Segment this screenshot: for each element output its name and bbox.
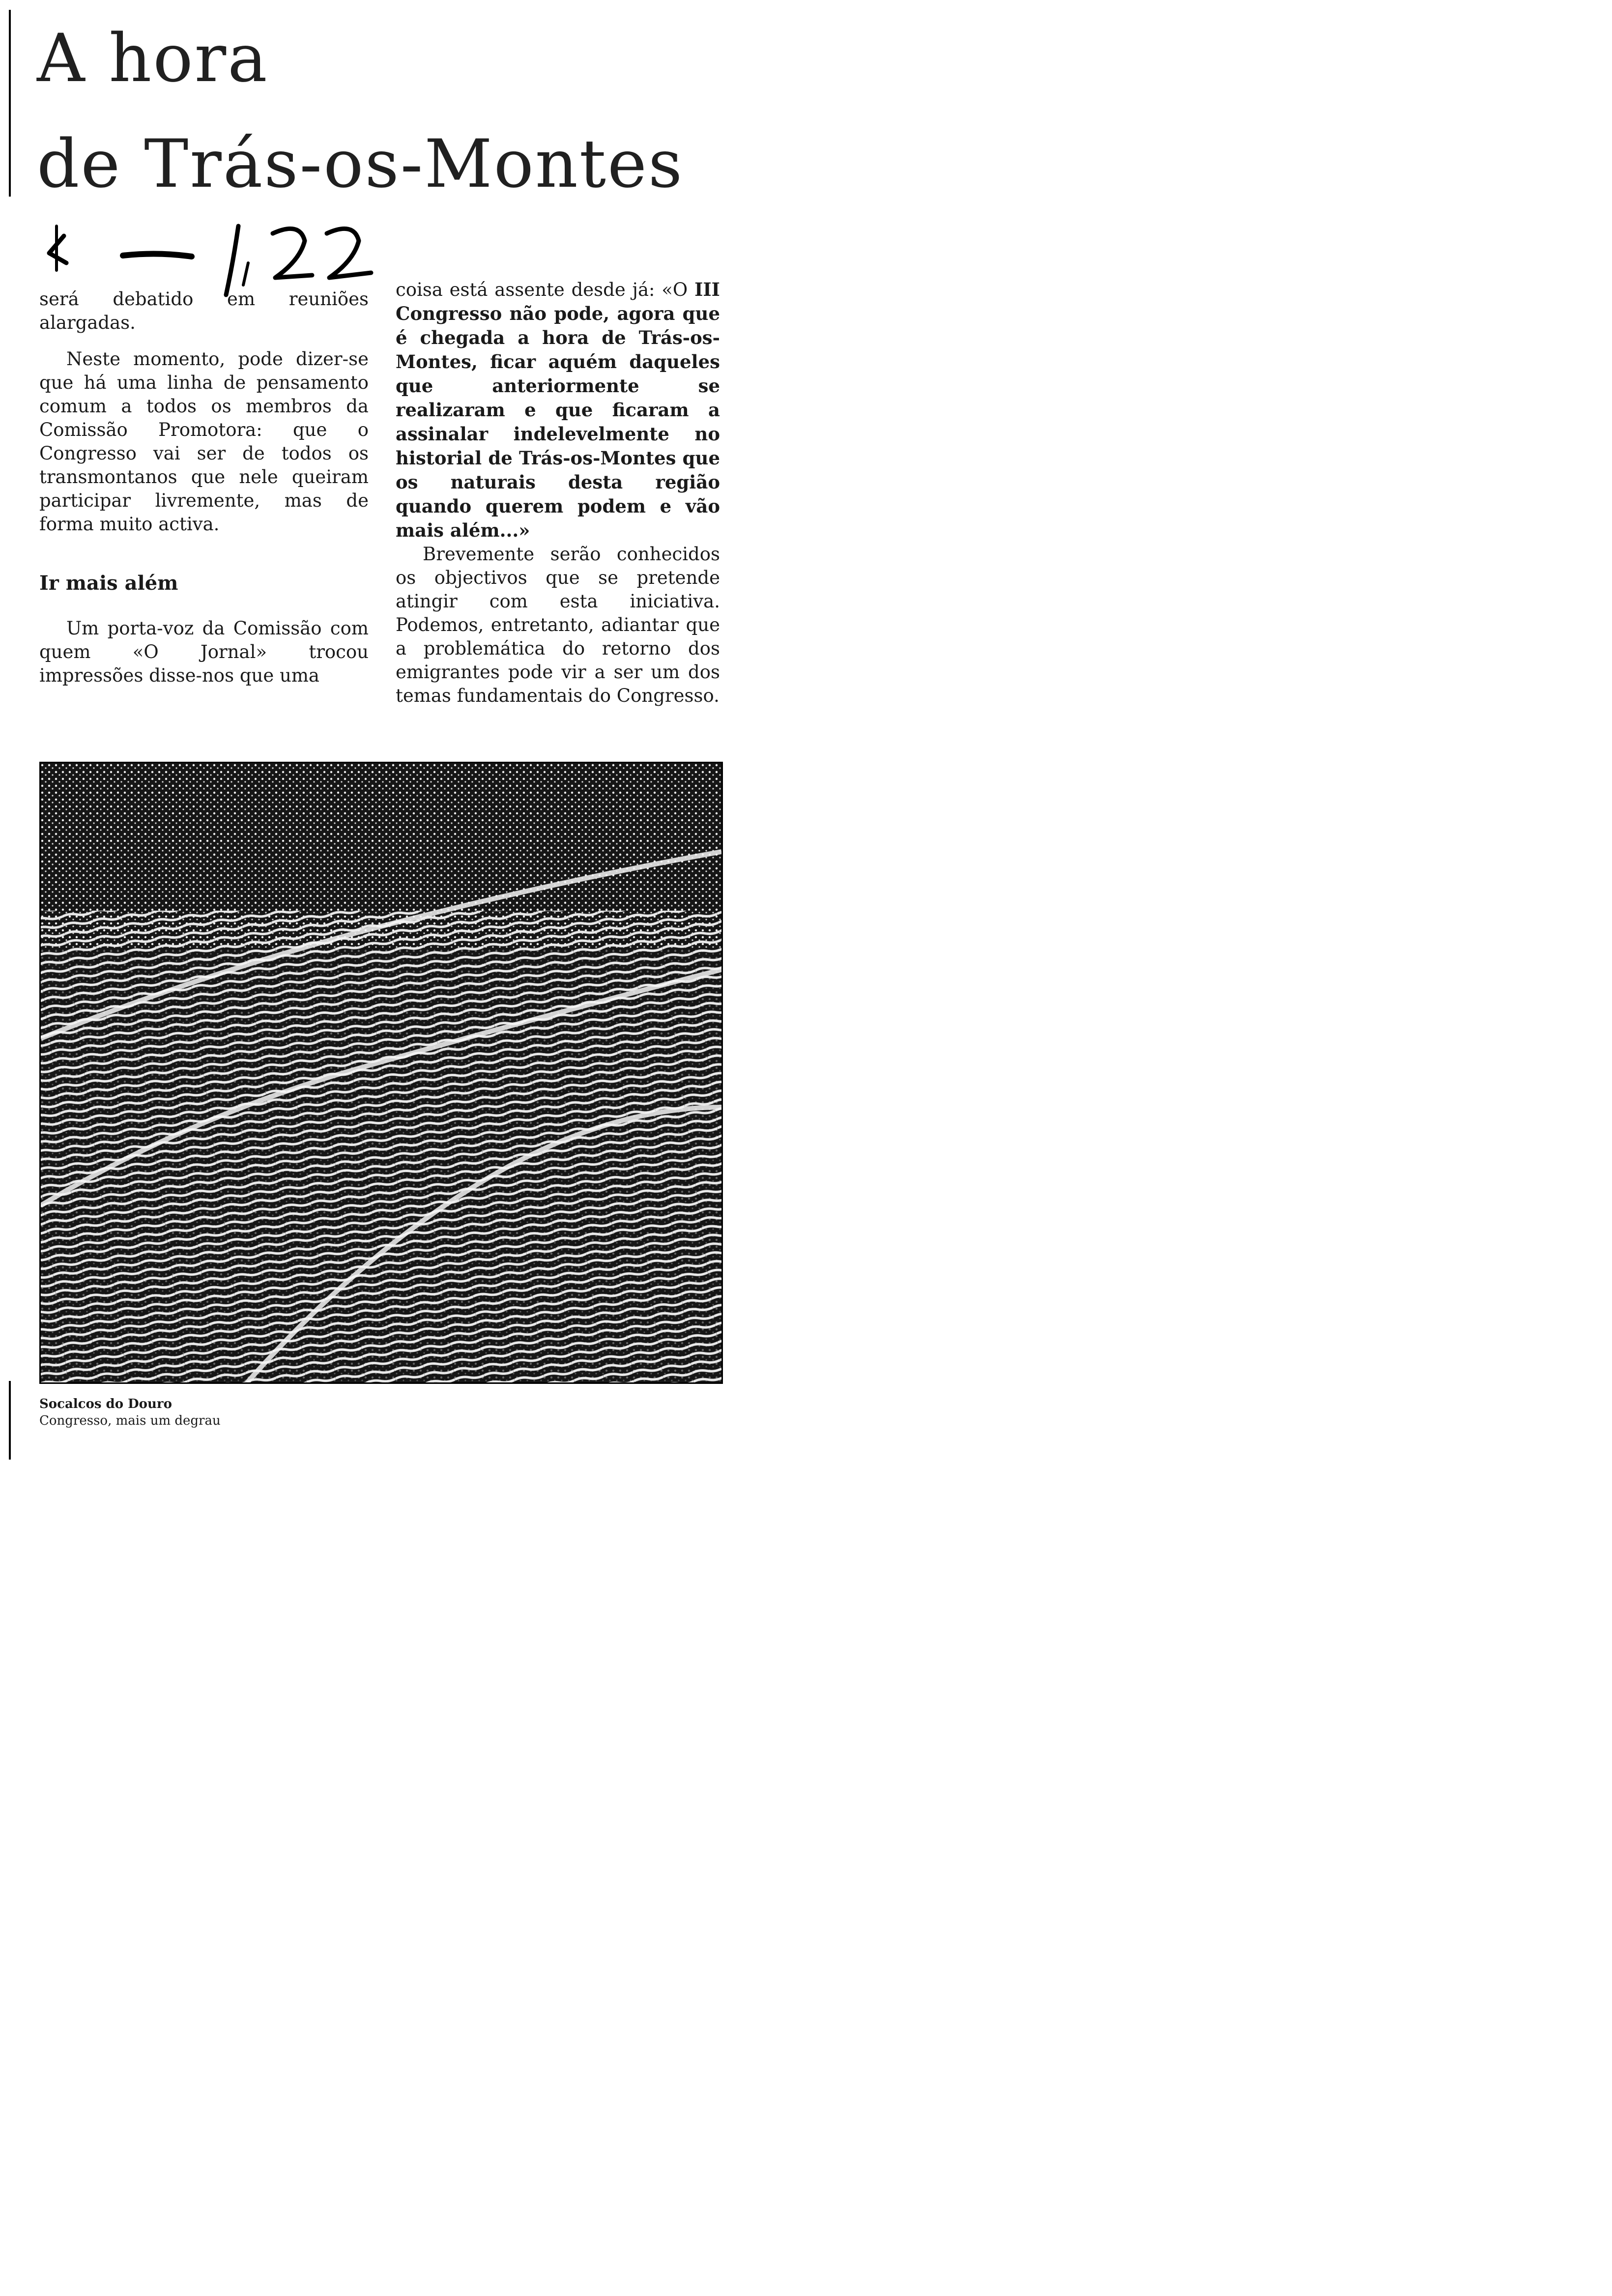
left-column (39, 287, 369, 688)
margin-rule (9, 10, 11, 197)
caption-title: Socalcos do Douro (39, 1397, 172, 1411)
terraces-photo (39, 762, 723, 1384)
headline-line-2: de Trás-os-Montes (37, 125, 684, 202)
paragraph-intro: coisa está assente desde já: «O (396, 279, 688, 300)
headline-line-1: A hora (37, 20, 269, 97)
caption-text: Congresso, mais um degrau (39, 1413, 221, 1428)
subheading: Ir mais além (39, 572, 178, 595)
paragraph: Um porta-voz da Comissão com quem «O Jornal» trocou impressões disse-nos que uma (39, 618, 369, 686)
paragraph: será debatido em reuniões alargadas. (39, 288, 369, 333)
quoted-statement: III Congresso não pode, agora que é chegada a hora de Trás-os-Montes, ficar aquém daqueles que anteriormente se realizaram e que ficaram a assinalar indelevelmente no historial de Trás-os-Montes que os naturais desta região quando querem podem e vão mais além...» (396, 279, 720, 541)
photo-caption (39, 1396, 531, 1429)
paragraph (396, 278, 720, 543)
margin-rule (9, 1381, 11, 1460)
newspaper-clipping (0, 0, 727, 1474)
paragraph: Brevemente serão conhecidos os objectivos que se pretende atingir com esta iniciativa. Podemos, entretanto, adiantar que a problemática do retorno dos emigrantes pode vir a ser um dos temas fundamentais do Congresso. (396, 544, 720, 706)
right-column (396, 278, 720, 708)
paragraph: Neste momento, pode dizer-se que há uma linha de pensamento comum a todos os membros da Comissão Promotora: que o Congresso vai ser de todos os transmontanos que nele queiram participar livremente, mas de forma muito activa. (39, 348, 369, 535)
